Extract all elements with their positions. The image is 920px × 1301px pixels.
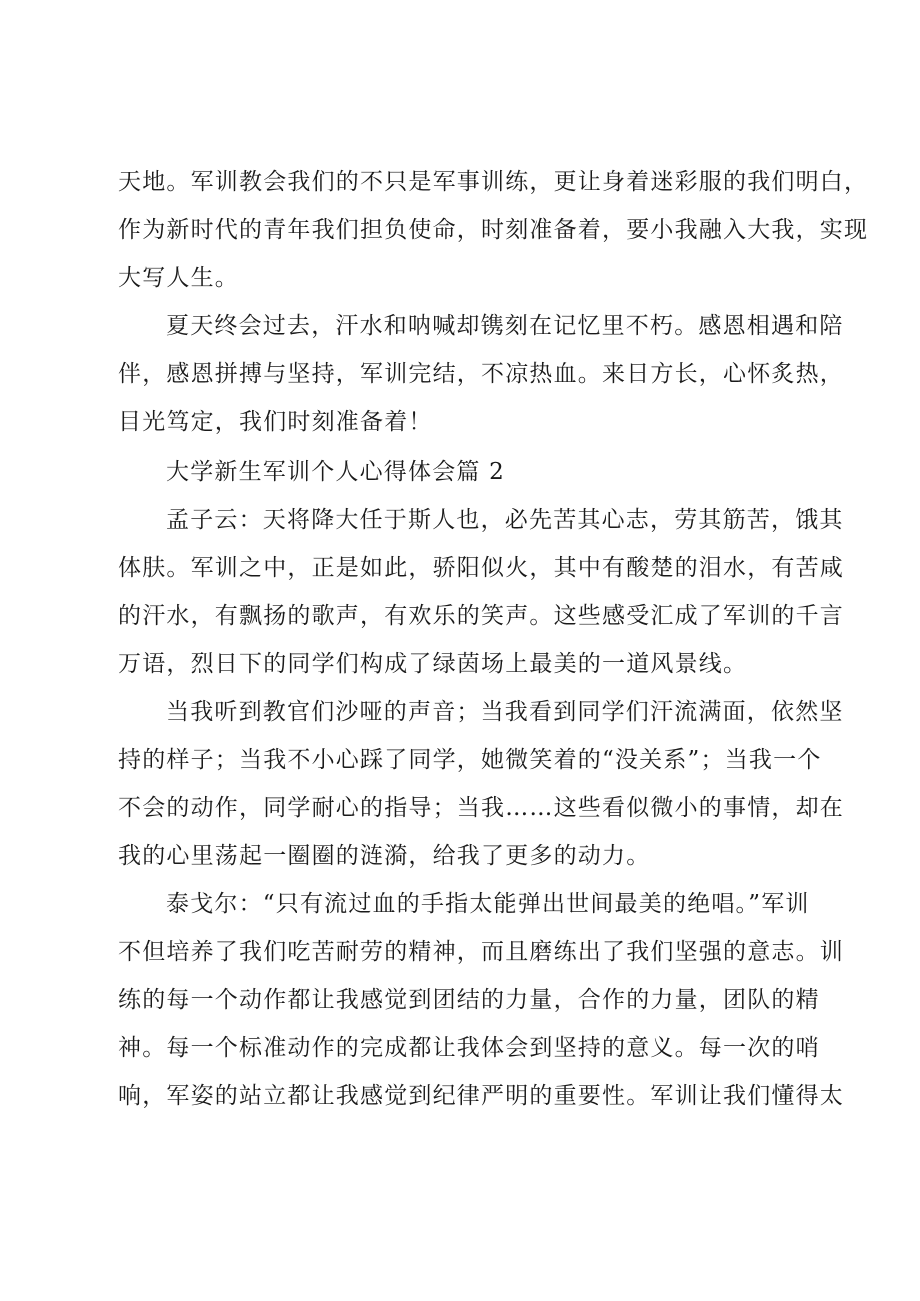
text-line: 不但培养了我们吃苦耐劳的精神，而且磨练出了我们坚强的意志。训 (118, 939, 844, 965)
paragraph-start-line: 夏天终会过去，汗水和呐喊却镌刻在记忆里不朽。感恩相遇和陪 (166, 313, 844, 339)
text-line: 的汗水，有飘扬的歌声，有欢乐的笑声。这些感受汇成了军训的千言 (118, 603, 844, 629)
text-line: 万语，烈日下的同学们构成了绿茵场上最美的一道风景线。 (118, 651, 748, 677)
text-line: 目光笃定，我们时刻准备着！ (118, 409, 433, 435)
text-line: 我的心里荡起一圈圈的涟漪，给我了更多的动力。 (118, 843, 651, 869)
paragraph-start-line: 泰戈尔：“只有流过血的手指太能弹出世间最美的绝唱。”军训 (166, 891, 810, 917)
paragraph-start-line: 当我听到教官们沙哑的声音；当我看到同学们汗流满面，依然坚 (166, 699, 844, 725)
text-line: 练的每一个动作都让我感觉到团结的力量，合作的力量，团队的精 (118, 987, 820, 1013)
text-line: 大写人生。 (118, 265, 239, 291)
text-line: 天地。军训教会我们的不只是军事训练，更让身着迷彩服的我们明白， (118, 169, 869, 195)
text-line: 神。每一个标准动作的完成都让我体会到坚持的意义。每一次的哨 (118, 1035, 820, 1061)
text-line: 体肤。军训之中，正是如此，骄阳似火，其中有酸楚的泪水，有苦咸 (118, 555, 844, 581)
text-line: 不会的动作，同学耐心的指导；当我……这些看似微小的事情，却在 (118, 795, 844, 821)
text-line: 伴，感恩拼搏与坚持，军训完结，不凉热血。来日方长，心怀炙热， (118, 361, 844, 387)
section-heading: 大学新生军训个人心得体会篇 2 (166, 459, 505, 485)
paragraph-start-line: 孟子云：天将降大任于斯人也，必先苦其心志，劳其筋苦，饿其 (166, 507, 844, 533)
text-line: 作为新时代的青年我们担负使命，时刻准备着，要小我融入大我，实现 (118, 217, 869, 243)
text-line: 持的样子；当我不小心踩了同学，她微笑着的“没关系”；当我一个 (118, 747, 822, 773)
text-line: 响，军姿的站立都让我感觉到纪律严明的重要性。军训让我们懂得太 (118, 1083, 844, 1109)
